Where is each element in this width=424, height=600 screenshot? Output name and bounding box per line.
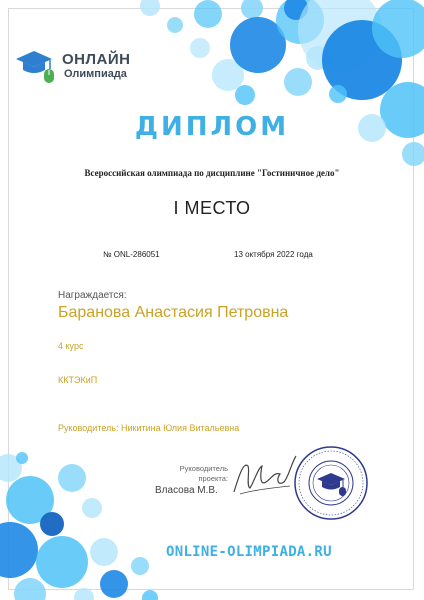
recipient-name: Баранова Анастасия Петровна xyxy=(58,304,289,321)
website-url: ONLINE-OLIMPIADA.RU xyxy=(166,544,332,560)
diploma-number: № ONL-286051 xyxy=(103,250,160,259)
place-award: I МЕСТО xyxy=(173,198,251,218)
handwritten-signature xyxy=(230,452,300,502)
diploma-date: 13 октября 2022 года xyxy=(234,250,313,259)
organization: ККТЭКиП xyxy=(58,375,98,385)
logo-text-olympiad: Олимпиада xyxy=(64,68,127,80)
awarded-label: Награждается: xyxy=(58,290,127,301)
project-manager-name: Власова М.В. xyxy=(155,485,218,496)
supervisor: Руководитель: Никитина Юлия Витальевна xyxy=(58,423,240,433)
brand-logo xyxy=(14,46,154,86)
graduation-cap-mouse-icon xyxy=(14,46,58,86)
logo-text-online: ОНЛАЙН xyxy=(62,51,131,68)
olympiad-discipline: Всероссийская олимпиада по дисциплине "Гостиничное дело" xyxy=(84,168,340,178)
diploma-title: ДИПЛОМ xyxy=(134,112,290,142)
official-stamp xyxy=(293,445,369,521)
project-manager-label: Руководитель проекта: xyxy=(179,464,228,483)
course-level: 4 курс xyxy=(58,341,84,351)
